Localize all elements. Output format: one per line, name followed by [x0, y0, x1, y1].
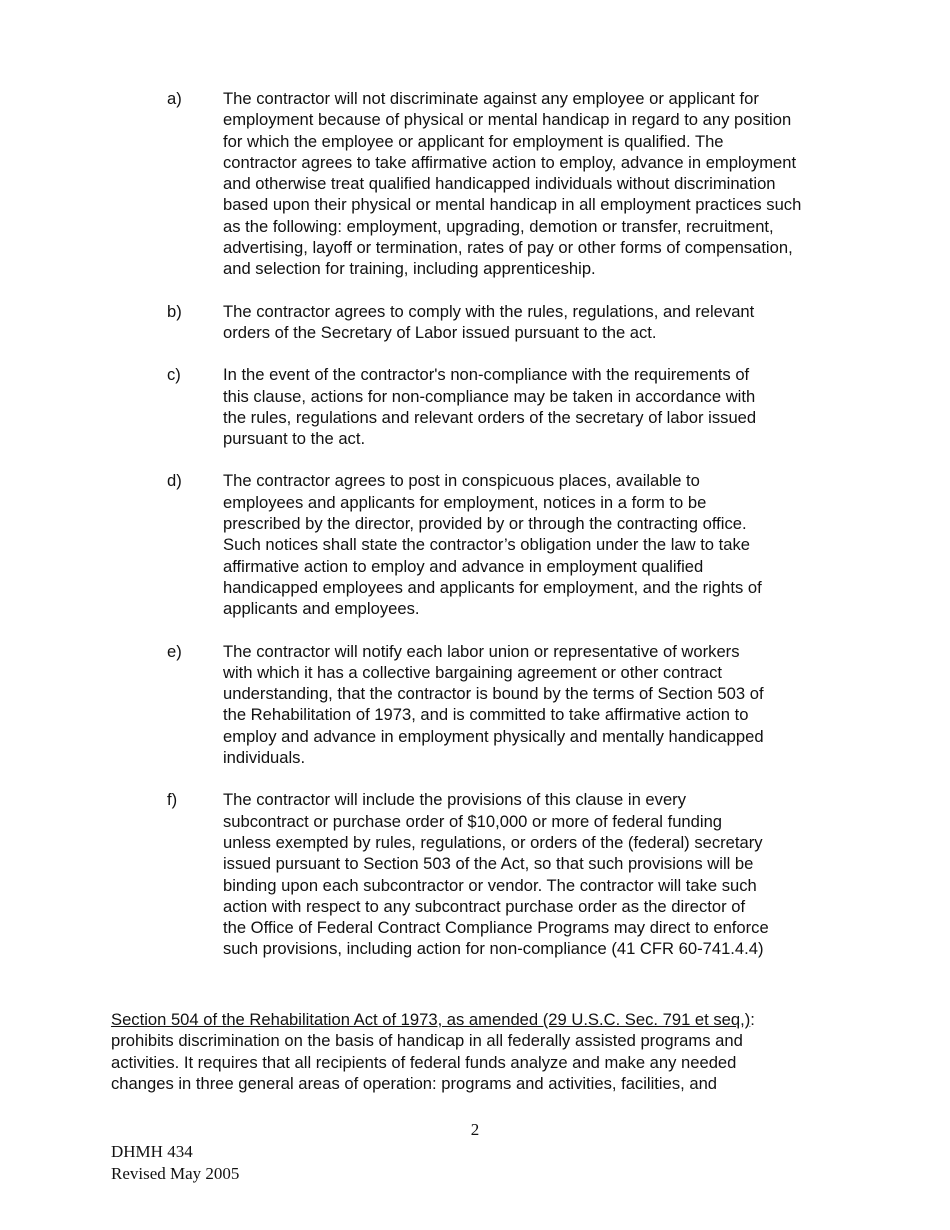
list-item [167, 470, 887, 619]
item-label: d) [167, 471, 182, 491]
footer [111, 1141, 239, 1185]
item-text: The contractor agrees to post in conspicuous places, available to employees and applicants for employment, notices in a form to be prescribed by the director, provided by or through the contracting office. Such notices shall state the contractor’s obligation under the law to take affirmative action to employ and advance in employment qualified handicapped employees and applicants for employment, and the rights of applicants and employees. [223, 471, 762, 619]
item-text: In the event of the contractor's non-compliance with the requirements of this clause, actions for non-compliance may be taken in accordance with the rules, regulations and relevant orders of the secretary of labor issued pursuant to the act. [223, 365, 757, 449]
revision-date: Revised May 2005 [111, 1164, 240, 1183]
item-text: The contractor will include the provisions of this clause in every subcontract or purchase order of $10,000 or more of federal funding unless exempted by rules, regulations, or orders of the (federal) secretary issued pursuant to Section 503 of the Act, so that such provisions will be binding upon each subcontractor or vendor. The contractor will take such action with respect to any subcontract purchase order as the director of the Office of Federal Contract Compliance Programs may direct to enforce such provisions, including action for non-compliance (41 CFR 60-741.4.4) [223, 790, 769, 959]
item-text: The contractor will notify each labor union or representative of workers with which it has a collective bargaining agreement or other contract understanding, that the contractor is bound by the terms of Section 503 of the Rehabilitation of 1973, and is committed to take affirmative action to employ and advance in employment physically and mentally handicapped individuals. [223, 641, 764, 768]
item-label: f) [167, 790, 178, 810]
item-text: The contractor will not discriminate against any employee or applicant for employment because of physical or mental handicap in regard to any position for which the employee or applicant for employment is qualified. The contractor agrees to take affirmative action to employ, advance in employment and otherwise treat qualified handicapped individuals without discrimination based upon their physical or mental handicap in all employment practices such as the following: employment, upgrading, demotion or transfer, recruitment, advertising, layoff or termination, rates of pay or other forms of compensation, and selection for training, including apprenticeship. [223, 89, 802, 279]
section-body: prohibits discrimination on the basis of handicap in all federally assisted programs and activities. It requires that all recipients of federal funds analyze and make any needed changes in three general areas of operation: programs and activities, facilities, and [111, 1031, 743, 1093]
page-number: 2 [470, 1120, 480, 1139]
list-item [167, 789, 887, 959]
section-colon: : [750, 1010, 755, 1029]
list-item [167, 301, 887, 344]
item-label: c) [167, 365, 181, 385]
item-label: b) [167, 301, 182, 321]
list-item [167, 88, 887, 280]
clause-list [167, 88, 887, 960]
list-item [167, 641, 887, 769]
section-504-paragraph [111, 1009, 851, 1094]
item-label: e) [167, 641, 182, 661]
section-heading: Section 504 of the Rehabilitation Act of 1973, as amended (29 U.S.C. Sec. 791 et seq,) [111, 1010, 751, 1029]
item-text: The contractor agrees to comply with the rules, regulations, and relevant orders of the Secretary of Labor issued pursuant to the act. [223, 301, 755, 342]
list-item [167, 364, 887, 449]
form-id: DHMH 434 [111, 1142, 193, 1161]
item-label: a) [167, 89, 182, 108]
